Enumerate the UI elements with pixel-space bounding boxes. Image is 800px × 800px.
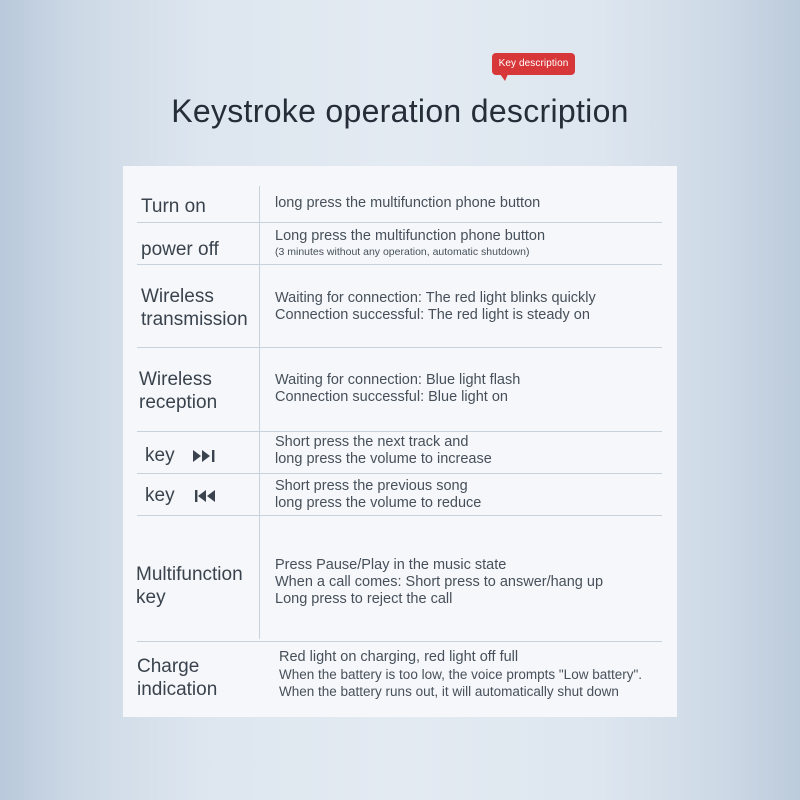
row-desc-multifunction-key: Press Pause/Play in the music state When a call comes: Short press to answer/hang up Long press to reject the call (275, 557, 604, 607)
row-divider (137, 431, 662, 432)
page-title: Keystroke operation description (171, 93, 629, 129)
row-desc-key-next: Short press the next track and long press the volume to increase (275, 434, 492, 467)
row-label-power-off: power off (141, 239, 219, 260)
row-desc-wireless-transmission: Waiting for connection: The red light blinks quickly Connection successful: The red light is steady on (275, 290, 596, 323)
row-label-wireless-reception: Wireless reception (139, 369, 218, 413)
row-label-charge-indication: Charge indication (137, 656, 218, 700)
row-desc-wireless-reception: Waiting for connection: Blue light flash Connection successful: Blue light on (275, 372, 521, 405)
row-divider (137, 347, 662, 348)
row-label-multifunction-key: Multifunction key (136, 564, 243, 608)
row-label-key-previous: key (145, 484, 217, 507)
row-label-key-next: key (145, 444, 217, 467)
row-desc-power-off: Long press the multifunction phone button (3 minutes without any operation, automatic shutdown) (275, 228, 546, 258)
row-desc-key-previous: Short press the previous song long press the volume to reduce (275, 478, 482, 511)
row-label-turn-on: Turn on (141, 196, 206, 217)
row-desc-charge-indication: Red light on charging, red light off full When the battery is too low, the voice prompts "Low battery". When the battery runs out, it will automatically shut down (279, 649, 643, 699)
column-divider (259, 186, 260, 639)
key-operation-table (123, 166, 677, 717)
row-divider (137, 515, 662, 516)
previous-track-icon (193, 489, 217, 503)
row-divider (137, 222, 662, 223)
row-divider (137, 473, 662, 474)
row-label-wireless-transmission: Wireless transmission (141, 286, 248, 330)
row-desc-turn-on: long press the multifunction phone button (275, 195, 541, 211)
row-divider (137, 641, 662, 642)
next-track-icon (193, 449, 217, 463)
key-description-badge: Key description (492, 53, 575, 75)
row-divider (137, 264, 662, 265)
